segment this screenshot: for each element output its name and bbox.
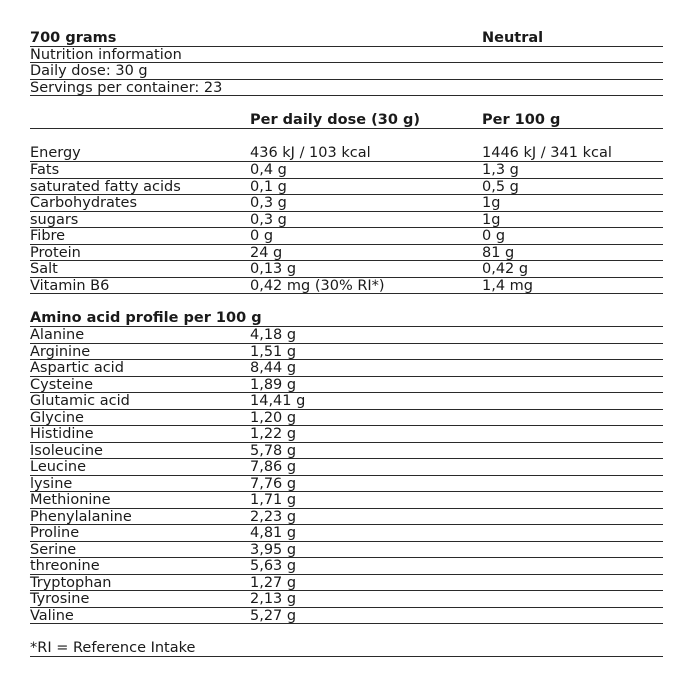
amino-name: Cysteine xyxy=(30,376,94,393)
nutrition-row xyxy=(30,162,663,179)
amino-value: 14,41 g xyxy=(250,393,306,409)
amino-value: 7,86 g xyxy=(250,459,297,475)
nutrient-per-dose: 0,42 mg (30% RI*) xyxy=(250,277,385,294)
nutrient-per-100g: 81 g xyxy=(482,244,515,261)
nutrition-row xyxy=(30,212,663,229)
per-dose-column-header: Per daily dose (30 g) xyxy=(250,112,420,128)
nutrition-row xyxy=(30,278,663,295)
amino-name: Arginine xyxy=(30,343,91,360)
amino-name: Histidine xyxy=(30,426,94,442)
amino-name: lysine xyxy=(30,475,73,492)
amino-value: 4,18 g xyxy=(250,327,297,343)
amino-name: Aspartic acid xyxy=(30,360,124,376)
nutrient-per-dose: 0,4 g xyxy=(250,162,287,178)
amino-value: 1,27 g xyxy=(250,574,297,591)
amino-row xyxy=(30,459,663,476)
amino-value: 5,78 g xyxy=(250,442,297,459)
amino-value: 5,63 g xyxy=(250,558,297,574)
nutrient-per-dose: 0 g xyxy=(250,228,274,244)
nutrient-per-dose: 0,3 g xyxy=(250,195,287,211)
footnote-row xyxy=(30,624,663,657)
nutrition-row xyxy=(30,195,663,212)
amino-row xyxy=(30,558,663,575)
nutrient-name: saturated fatty acids xyxy=(30,178,181,195)
amino-row xyxy=(30,443,663,460)
daily-dose-text: Daily dose: 30 g xyxy=(30,63,148,79)
amino-value: 1,89 g xyxy=(250,376,297,393)
amino-value: 3,95 g xyxy=(250,541,297,558)
amino-row xyxy=(30,591,663,608)
nutrient-per-100g: 1,3 g xyxy=(482,162,519,178)
amino-row xyxy=(30,525,663,542)
per-100g-column-header: Per 100 g xyxy=(482,112,561,128)
amino-row xyxy=(30,344,663,361)
nutrition-column-header-row xyxy=(30,96,663,129)
amino-value: 5,27 g xyxy=(250,607,297,624)
amino-name: Valine xyxy=(30,607,74,624)
footnote-text: *RI = Reference Intake xyxy=(30,640,196,656)
nutrition-row xyxy=(30,179,663,196)
nutrient-per-dose: 24 g xyxy=(250,244,283,261)
nutrient-per-100g: 0,42 g xyxy=(482,261,529,277)
nutrient-per-dose: 0,1 g xyxy=(250,178,287,195)
product-header-row xyxy=(30,30,663,47)
nutrient-per-dose: 0,3 g xyxy=(250,211,287,228)
nutrition-label xyxy=(30,30,663,657)
nutrient-per-100g: 1g xyxy=(482,211,501,228)
amino-name: Glutamic acid xyxy=(30,393,130,409)
nutrient-name: Fibre xyxy=(30,228,66,244)
amino-name: Tryptophan xyxy=(30,574,112,591)
nutrient-name: Fats xyxy=(30,162,60,178)
servings-text: Servings per container: 23 xyxy=(30,79,223,96)
amino-name: Leucine xyxy=(30,459,87,475)
amino-name: threonine xyxy=(30,558,100,574)
nutrition-row xyxy=(30,228,663,245)
amino-row xyxy=(30,509,663,526)
nutrient-per-100g: 0 g xyxy=(482,228,506,244)
amino-value: 1,51 g xyxy=(250,343,297,360)
amino-value: 1,71 g xyxy=(250,492,297,508)
amino-row xyxy=(30,360,663,377)
flavor-label: Neutral xyxy=(482,30,544,46)
amino-name: Phenylalanine xyxy=(30,508,132,525)
amino-row xyxy=(30,377,663,394)
nutrient-per-100g: 1446 kJ / 341 kcal xyxy=(482,145,612,161)
amino-row xyxy=(30,575,663,592)
package-size: 700 grams xyxy=(30,30,117,46)
nutrient-per-100g: 0,5 g xyxy=(482,178,519,195)
amino-title-row xyxy=(30,294,663,327)
nutrient-name: sugars xyxy=(30,211,79,228)
amino-row xyxy=(30,426,663,443)
amino-row xyxy=(30,393,663,410)
amino-row xyxy=(30,327,663,344)
nutrition-row xyxy=(30,245,663,262)
amino-name: Isoleucine xyxy=(30,442,103,459)
nutrient-per-dose: 0,13 g xyxy=(250,261,297,277)
amino-name: Glycine xyxy=(30,409,84,426)
nutrient-name: Salt xyxy=(30,261,58,277)
servings-row xyxy=(30,80,663,97)
nutrition-row xyxy=(30,261,663,278)
amino-row xyxy=(30,492,663,509)
nutrient-name: Energy xyxy=(30,145,81,161)
amino-profile-title: Amino acid profile per 100 g xyxy=(30,310,262,326)
amino-name: Alanine xyxy=(30,327,85,343)
amino-row xyxy=(30,476,663,493)
amino-value: 2,23 g xyxy=(250,508,297,525)
amino-name: Proline xyxy=(30,525,80,541)
nutrient-per-100g: 1,4 mg xyxy=(482,277,533,294)
amino-name: Serine xyxy=(30,541,77,558)
amino-value: 7,76 g xyxy=(250,475,297,492)
nutrient-per-100g: 1g xyxy=(482,195,501,211)
amino-value: 8,44 g xyxy=(250,360,297,376)
amino-value: 4,81 g xyxy=(250,525,297,541)
amino-value: 1,20 g xyxy=(250,409,297,426)
amino-row xyxy=(30,542,663,559)
amino-name: Methionine xyxy=(30,492,111,508)
amino-row xyxy=(30,608,663,625)
amino-value: 1,22 g xyxy=(250,426,297,442)
daily-dose-row xyxy=(30,63,663,80)
amino-name: Tyrosine xyxy=(30,591,90,607)
nutrient-per-dose: 436 kJ / 103 kcal xyxy=(250,145,371,161)
amino-value: 2,13 g xyxy=(250,591,297,607)
nutrient-name: Protein xyxy=(30,244,81,261)
nutrition-row xyxy=(30,129,663,162)
info-title-row xyxy=(30,47,663,64)
amino-row xyxy=(30,410,663,427)
nutrient-name: Carbohydrates xyxy=(30,195,138,211)
nutrition-info-title: Nutrition information xyxy=(30,46,182,63)
nutrient-name: Vitamin B6 xyxy=(30,277,110,294)
